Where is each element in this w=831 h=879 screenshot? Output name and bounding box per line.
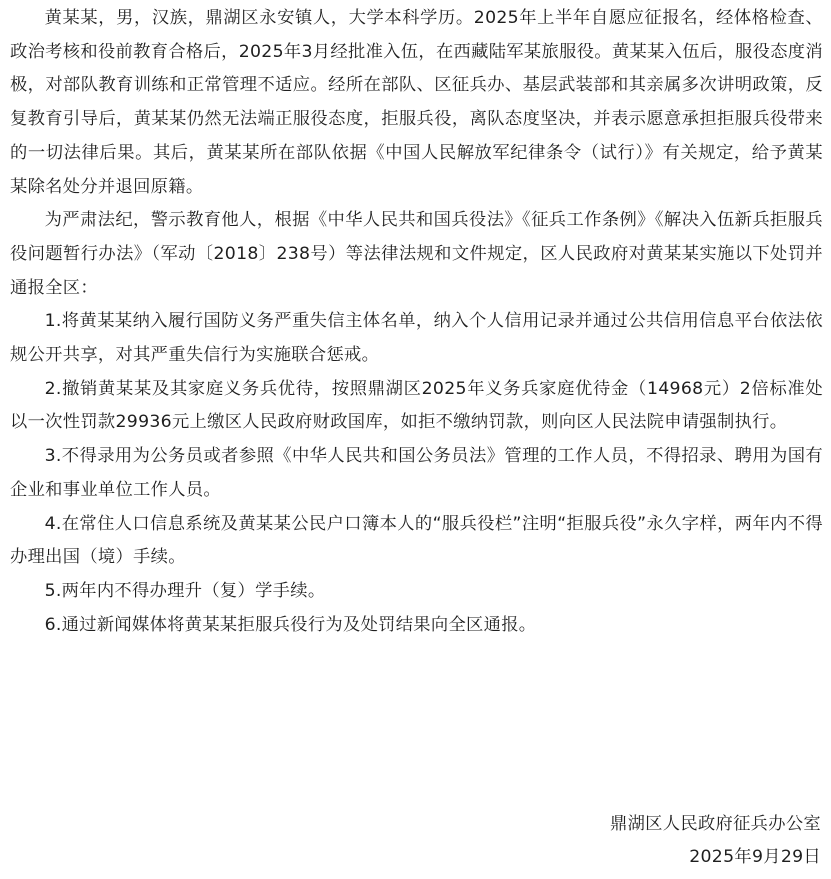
penalty-item-3: 3.不得录用为公务员或者参照《中华人民共和国公务员法》管理的工作人员，不得招录、聘用为国有企业和事业单位工作人员。 xyxy=(10,446,823,500)
penalty-item-4: 4.在常住人口信息系统及黄某某公民户口簿本人的“服兵役栏”注明“拒服兵役”永久字样，两年内不得办理出国（境）手续。 xyxy=(10,513,823,568)
penalty-item-6: 6.通过新闻媒体将黄某某拒服兵役行为及处罚结果向全区通报。 xyxy=(44,614,537,635)
signature-date: 2025年9月29日 xyxy=(689,847,821,867)
paragraph-background: 黄某某，男，汉族，鼎湖区永安镇人，大学本科学历。2025年上半年自愿应征报名，经体格检查、政治考核和役前教育合格后，2025年3月经批准入伍，在西藏陆军某旅服役。黄某某入伍后，服役态度消极，对部队教育训练和正常管理不适应。经所在部队、区征兵办、基层武装部和其亲属多次讲明政策，反复教育引导后，黄某某仍然无法端正服役态度，拒服兵役，离队态度坚决，并表示愿意承担拒服兵役带来的一切法律后果。其后，黄某某所在部队依据《中国人民解放军纪律条令（试行）》有关规定，给予黄某某除名处分并退回原籍。 xyxy=(10,8,823,197)
paragraph-penalty-intro: 为严肃法纪，警示教育他人，根据《中华人民共和国兵役法》《征兵工作条例》《解决入伍新兵拒服兵役问题暂行办法》（军动〔2018〕238号）等法律法规和文件规定，区人民政府对黄某某实施以下处罚并通报全区： xyxy=(10,210,823,298)
penalty-item-1: 1.将黄某某纳入履行国防义务严重失信主体名单，纳入个人信用记录并通过公共信用信息平台依法依规公开共享，对其严重失信行为实施联合惩戒。 xyxy=(10,311,823,366)
penalty-item-5: 5.两年内不得办理升（复）学手续。 xyxy=(44,580,326,601)
notice-body xyxy=(10,0,823,642)
penalty-item-2: 2.撤销黄某某及其家庭义务兵优待，按照鼎湖区2025年义务兵家庭优待金（14968元）2倍标准处以一次性罚款29936元上缴区人民政府财政国库，如拒不缴纳罚款，则向区人民法院申请强制执行。 xyxy=(10,378,823,433)
signature-organization: 鼎湖区人民政府征兵办公室 xyxy=(610,814,821,834)
